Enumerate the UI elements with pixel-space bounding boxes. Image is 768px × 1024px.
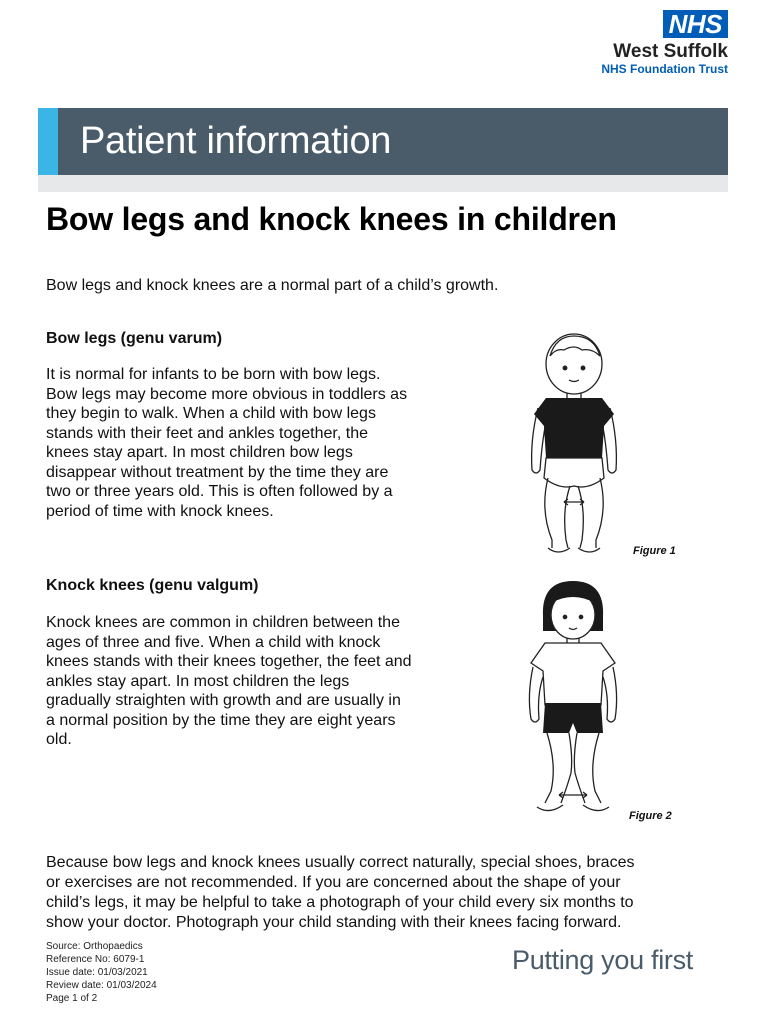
text-line: two or three years old. This is often followed by a (46, 483, 393, 500)
banner-strip (38, 175, 728, 192)
text-line: ankles stay apart. In most children the legs (46, 672, 350, 690)
text-line: knees stands with their knees together, the feet and (46, 653, 412, 670)
nhs-logo (568, 10, 728, 77)
text-line: Knock knees are common in children between the (46, 614, 400, 631)
text-line: period of time with knock knees. (46, 502, 274, 520)
text-line: or exercises are not recommended. If you are concerned about the shape of your (46, 874, 621, 891)
closing-text (46, 853, 726, 933)
text-line: disappear without treatment by the time they are (46, 463, 389, 481)
tagline: Putting you first (512, 945, 693, 975)
text-line: a normal position by the time they are eight years (46, 711, 396, 729)
footer-review-date: Review date: 01/03/2024 (46, 980, 157, 991)
text-line: Because bow legs and knock knees usually correct naturally, special shoes, braces (46, 854, 635, 871)
bow-legs-child-illustration (512, 330, 642, 560)
text-line: show your doctor. Photograph your child standing with their knees facing forward. (46, 914, 622, 931)
trust-subtitle: NHS Foundation Trust (601, 62, 728, 76)
knock-knees-child-illustration (515, 577, 630, 822)
knock-knees-heading: Knock knees (genu valgum) (46, 577, 259, 594)
text-line: child’s legs, it may be helpful to take a photograph of your child every six months to (46, 894, 634, 911)
text-line: old. (46, 731, 72, 748)
text-line: stands with their feet and ankles together, the (46, 424, 368, 442)
text-line: It is normal for infants to be born with bow legs. (46, 366, 381, 383)
text-line: gradually straighten with growth and are usually in (46, 692, 401, 709)
text-line: knees stay apart. In most children bow legs (46, 444, 353, 461)
figure-2-caption: Figure 2 (629, 810, 672, 822)
nhs-wordmark: NHS (663, 10, 728, 38)
bow-legs-heading: Bow legs (genu varum) (46, 330, 223, 347)
footer-source: Source: Orthopaedics (46, 941, 143, 952)
footer-page-number: Page 1 of 2 (46, 993, 98, 1004)
text-line: Bow legs may become more obvious in toddlers as (46, 385, 408, 403)
text-line: they begin to walk. When a child with bow legs (46, 405, 376, 422)
patient-info-banner (38, 108, 728, 175)
text-line: ages of three and five. When a child with knock (46, 633, 381, 651)
footer-reference: Reference No: 6079-1 (46, 954, 145, 965)
document-footer (46, 940, 157, 1005)
page-title: Bow legs and knock knees in children (46, 201, 617, 237)
banner-accent-bar (38, 108, 58, 175)
banner-title: Patient information (80, 120, 392, 162)
trust-name: West Suffolk (613, 41, 728, 62)
intro-text: Bow legs and knock knees are a normal part of a child’s growth. (46, 277, 499, 294)
footer-issue-date: Issue date: 01/03/2021 (46, 967, 148, 978)
bow-legs-text (46, 365, 466, 521)
knock-knees-text (46, 613, 466, 750)
figure-1-caption: Figure 1 (633, 545, 676, 557)
